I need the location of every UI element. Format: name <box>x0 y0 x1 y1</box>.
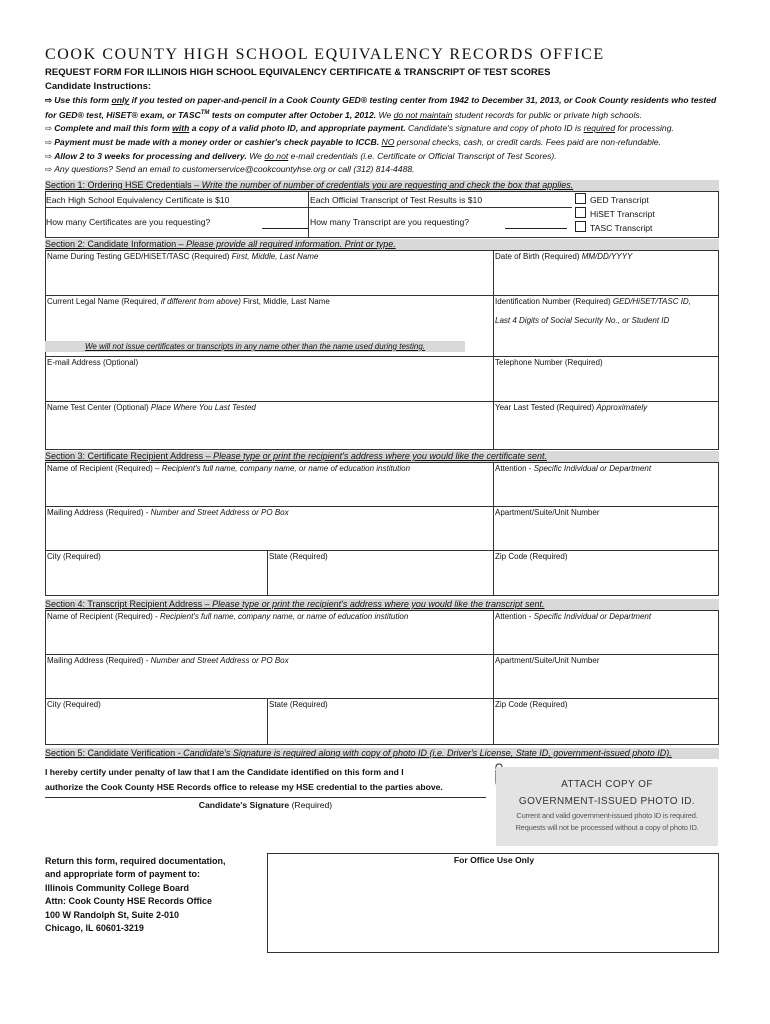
section-5-header: Section 5: Candidate Verification - Candidate's Signature is required along with copy of photo ID (i.e. Driver's License, State ID, government-issued photo ID). <box>45 748 719 759</box>
arrow-icon: ⇨ <box>45 123 53 133</box>
certificate-state-field[interactable]: State (Required) <box>267 550 494 596</box>
certificate-price: Each High School Equivalency Certificate is $10 <box>46 195 230 205</box>
transcript-mailing-address-field[interactable]: Mailing Address (Required) - Number and Street Address or PO Box <box>45 654 494 699</box>
arrow-icon: ⇨ <box>45 95 53 105</box>
instruction-5: ⇨ Any questions? Send an email to customerservice@cookcountyhse.org or call (312) 814-4488. <box>45 164 415 174</box>
instruction-4: ⇨ Allow 2 to 3 weeks for processing and delivery. We do not e-mail credentials (i.e. Certificate or Official Transcript of Test Scores). <box>45 151 557 161</box>
year-last-tested-field[interactable]: Year Last Tested (Required) Approximately <box>493 401 719 450</box>
transcript-quantity-field[interactable] <box>505 228 567 229</box>
attach-line-3: Current and valid government-issued photo ID is required. <box>516 811 698 820</box>
certificate-zip-field[interactable]: Zip Code (Required) <box>493 550 719 596</box>
transcript-attention-field[interactable]: Attention - Specific Individual or Department <box>493 610 719 655</box>
transcript-price: Each Official Transcript of Test Results is $10 <box>310 195 483 205</box>
certification-line-1: I hereby certify under penalty of law that I am the Candidate identified on this form and I <box>45 767 404 777</box>
hiset-transcript-label: HiSET Transcript <box>590 209 655 219</box>
identification-number-field[interactable]: Identification Number (Required) GED/HiSET/TASC ID, Last 4 Digits of Social Security No., or Student ID <box>493 295 719 357</box>
section-3-header: Section 3: Certificate Recipient Address – Please type or print the recipient's address where you would like the certificate sent. <box>45 451 719 462</box>
instruction-1: ⇨ Use this form only if you tested on paper-and-pencil in a Cook County GED® testing center from 1942 to December 31, 2013, or Cook County residents who tested for GED® test, HiSET® exam, or TASC™ tests on computer after October 1, 2012. We do not maintain student records for public or private high schools. <box>45 95 717 120</box>
photo-id-attachment-area <box>496 767 718 846</box>
transcript-quantity-label: How many Transcript are you requesting? <box>310 217 470 227</box>
arrow-icon: ⇨ <box>45 164 53 174</box>
divider <box>45 207 309 208</box>
certification-line-2: authorize the Cook County HSE Records office to release my HSE credential to the parties above. <box>45 782 443 792</box>
arrow-icon: ⇨ <box>45 137 53 147</box>
attach-line-1: ATTACH COPY OF <box>561 779 653 790</box>
divider <box>308 191 309 238</box>
hiset-transcript-checkbox[interactable] <box>575 207 586 218</box>
telephone-field[interactable]: Telephone Number (Required) <box>493 356 719 402</box>
section-1-header: Section 1: Ordering HSE Credentials – Write the number of number of credentials you are requesting and check the box that applies. <box>45 180 719 191</box>
transcript-apartment-field[interactable]: Apartment/Suite/Unit Number <box>493 654 719 699</box>
tasc-transcript-checkbox[interactable] <box>575 221 586 232</box>
transcript-city-field[interactable]: City (Required) <box>45 698 268 745</box>
date-of-birth-field[interactable]: Date of Birth (Required) MM/DD/YYYY <box>493 250 719 296</box>
ged-transcript-label: GED Transcript <box>590 195 649 205</box>
attach-line-2: GOVERNMENT-ISSUED PHOTO ID. <box>518 796 696 807</box>
test-center-field[interactable]: Name Test Center (Optional) Place Where You Last Tested <box>45 401 494 450</box>
form-subtitle: REQUEST FORM FOR ILLINOIS HIGH SCHOOL EQUIVALENCY CERTIFICATE & TRANSCRIPT OF TEST SCORES <box>45 67 551 78</box>
divider <box>308 207 572 208</box>
certificate-recipient-name-field[interactable]: Name of Recipient (Required) – Recipient's full name, company name, or name of education institution <box>45 462 494 507</box>
certificate-attention-field[interactable]: Attention - Specific Individual or Department <box>493 462 719 507</box>
transcript-zip-field[interactable]: Zip Code (Required) <box>493 698 719 745</box>
transcript-state-field[interactable]: State (Required) <box>267 698 494 745</box>
section-2-header: Section 2: Candidate Information – Please provide all required information. Print or type. <box>45 239 719 250</box>
instruction-2: ⇨ Complete and mail this form with a copy of a valid photo ID, and appropriate payment. Candidate's signature and copy of photo ID is required for processing. <box>45 123 674 133</box>
email-field[interactable]: E-mail Address (Optional) <box>45 356 494 402</box>
office-use-box <box>267 853 719 953</box>
legal-name-field[interactable]: Current Legal Name (Required, if different from above) First, Middle, Last Name <box>45 295 494 357</box>
form-title: COOK COUNTY HIGH SCHOOL EQUIVALENCY RECORDS OFFICE <box>45 46 605 63</box>
certificate-quantity-label: How many Certificates are you requesting? <box>46 217 211 227</box>
arrow-icon: ⇨ <box>45 151 53 161</box>
attach-line-4: Requests will not be processed without a copy of photo ID. <box>515 823 699 832</box>
instructions-heading: Candidate Instructions: <box>45 81 152 92</box>
certificate-apartment-field[interactable]: Apartment/Suite/Unit Number <box>493 506 719 551</box>
certificate-quantity-field[interactable] <box>262 228 308 229</box>
signature-label: Candidate's Signature (Required) <box>198 800 333 810</box>
section-4-header: Section 4: Transcript Recipient Address – Please type or print the recipient's address where you would like the transcript sent. <box>45 599 719 610</box>
name-notice: We will not issue certificates or transcripts in any name other than the name used during testing. <box>45 341 465 352</box>
tasc-transcript-label: TASC Transcript <box>590 223 653 233</box>
certificate-city-field[interactable]: City (Required) <box>45 550 268 596</box>
instruction-3: ⇨ Payment must be made with a money order or cashier's check payable to ICCB. NO personal checks, cash, or credit cards. Fees paid are non-refundable. <box>45 137 661 147</box>
ged-transcript-checkbox[interactable] <box>575 193 586 204</box>
certificate-mailing-address-field[interactable]: Mailing Address (Required) - Number and Street Address or PO Box <box>45 506 494 551</box>
return-address: Return this form, required documentation, and appropriate form of payment to: Illinois Community College Board Attn: Cook County HSE Records Office 100 W Randolph St, Suite 2-010 Chicago, IL 60601-3219 <box>45 856 226 934</box>
name-during-testing-field[interactable]: Name During Testing GED/HiSET/TASC (Required) First, Middle, Last Name <box>45 250 494 296</box>
transcript-recipient-name-field[interactable]: Name of Recipient (Required) - Recipient's full name, company name, or name of education institution <box>45 610 494 655</box>
office-use-label: For Office Use Only <box>453 855 535 865</box>
